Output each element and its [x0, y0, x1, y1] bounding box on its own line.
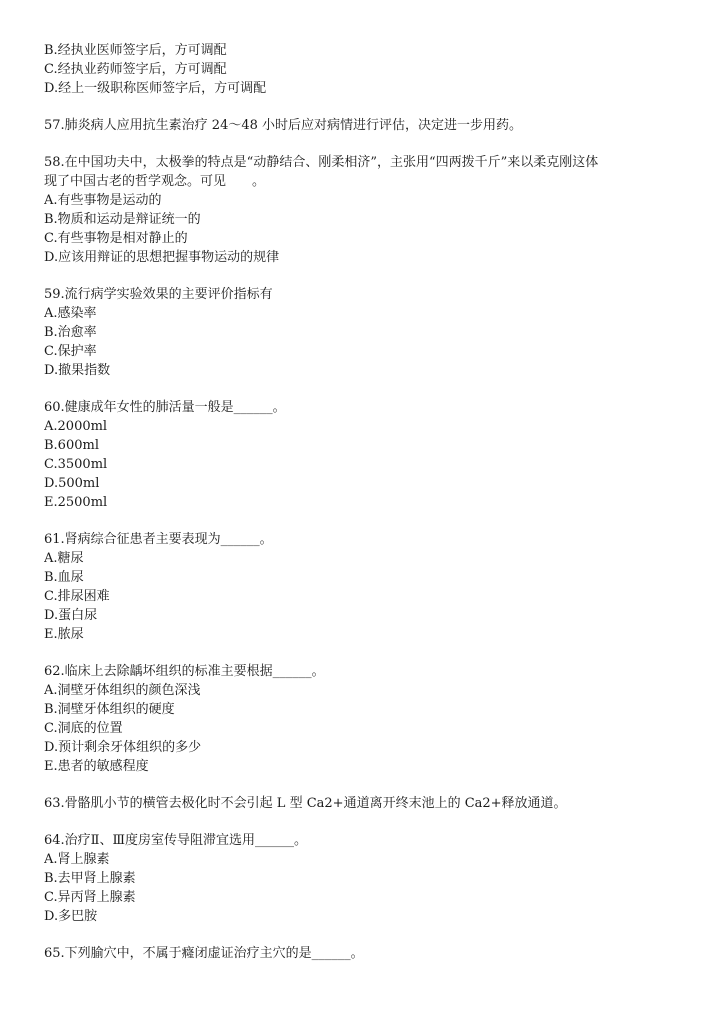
question-stem: 59.流行病学实验效果的主要评价指标有 — [44, 287, 273, 302]
question-60 — [44, 398, 694, 512]
question-57 — [44, 116, 694, 135]
option-line: D.经上一级职称医师签字后，方可调配 — [44, 81, 267, 96]
question-59 — [44, 285, 694, 380]
option-line: A.感染率 — [44, 306, 97, 321]
option-line: A.糖尿 — [44, 551, 84, 566]
carryover-options — [44, 41, 694, 98]
option-line: A.洞壁牙体组织的颜色深浅 — [44, 683, 201, 698]
option-line: D.应该用辩证的思想把握事物运动的规律 — [44, 250, 280, 265]
option-line: D.撤果指数 — [44, 363, 111, 378]
option-line: B.物质和运动是辩证统一的 — [44, 212, 201, 227]
question-58 — [44, 153, 694, 267]
option-line: E.2500ml — [44, 495, 108, 510]
option-line: B.血尿 — [44, 570, 84, 585]
option-line: A.肾上腺素 — [44, 852, 110, 867]
option-line: C.经执业药师签字后，方可调配 — [44, 62, 227, 77]
option-line: C.有些事物是相对静止的 — [44, 231, 188, 246]
option-line: D.蛋白尿 — [44, 608, 98, 623]
question-62 — [44, 662, 694, 776]
option-line: B.600ml — [44, 438, 99, 453]
option-line: B.经执业医师签字后，方可调配 — [44, 43, 227, 58]
question-stem-continued: 现了中国古老的哲学观念。可见 。 — [44, 174, 266, 189]
question-65 — [44, 944, 694, 963]
question-stem: 64.治疗Ⅱ、Ⅲ度房室传导阻滞宜选用______。 — [44, 833, 308, 848]
option-line: A.2000ml — [44, 419, 108, 434]
option-line: A.有些事物是运动的 — [44, 193, 162, 208]
question-stem: 60.健康成年女性的肺活量一般是______。 — [44, 400, 286, 415]
question-stem: 58.在中国功夫中，太极拳的特点是“动静结合、刚柔相济”，主张用“四两拨千斤”来以柔克刚这体 — [44, 155, 599, 170]
question-64 — [44, 831, 694, 926]
option-line: D.多巴胺 — [44, 909, 98, 924]
option-line: C.3500ml — [44, 457, 108, 472]
option-line: C.排尿困难 — [44, 589, 110, 604]
option-line: C.洞底的位置 — [44, 721, 123, 736]
question-61 — [44, 530, 694, 644]
option-line: D.预计剩余牙体组织的多少 — [44, 740, 202, 755]
question-stem: 62.临床上去除龋坏组织的标准主要根据______。 — [44, 664, 325, 679]
question-stem: 65.下列腧穴中，不属于癃闭虚证治疗主穴的是______。 — [44, 946, 364, 961]
option-line: E.脓尿 — [44, 627, 84, 642]
option-line: E.患者的敏感程度 — [44, 759, 149, 774]
option-line: D.500ml — [44, 476, 100, 491]
option-line: B.洞壁牙体组织的硬度 — [44, 702, 175, 717]
document-page — [44, 41, 694, 963]
option-line: C.保护率 — [44, 344, 97, 359]
question-stem: 61.肾病综合征患者主要表现为______。 — [44, 532, 273, 547]
question-63 — [44, 794, 694, 813]
option-line: B.去甲肾上腺素 — [44, 871, 136, 886]
option-line: B.治愈率 — [44, 325, 97, 340]
option-line: C.异丙肾上腺素 — [44, 890, 136, 905]
question-stem: 57.肺炎病人应用抗生素治疗 24～48 小时后应对病情进行评估，决定进一步用药。 — [44, 118, 523, 133]
question-stem: 63.骨骼肌小节的横管去极化时不会引起 L 型 Ca2+通道离开终末池上的 Ca2+释放通道。 — [44, 796, 567, 811]
